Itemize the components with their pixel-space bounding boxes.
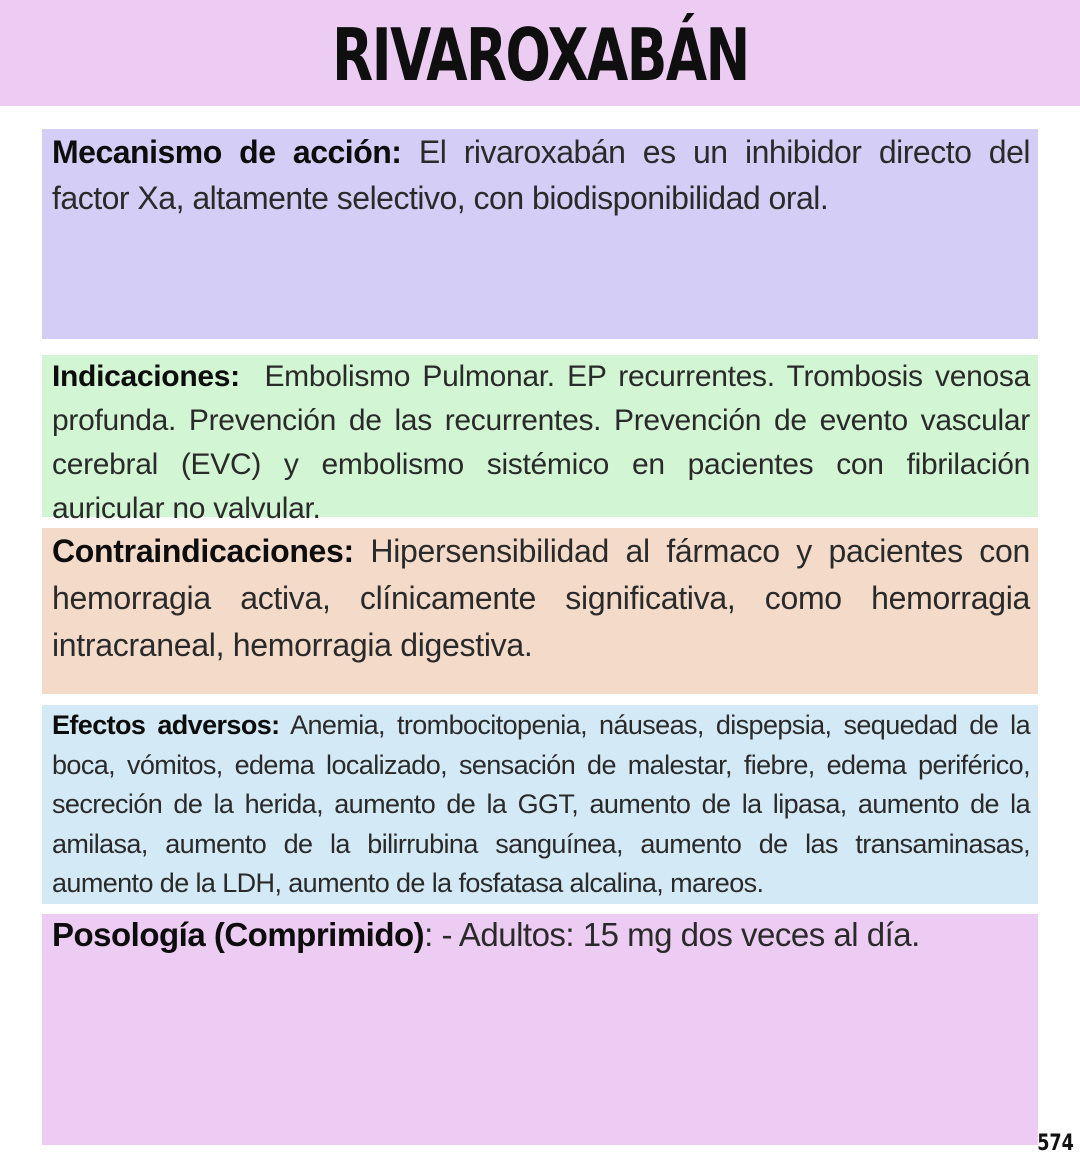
posologia-label: Posología (Comprimido) <box>52 916 425 953</box>
mecanismo-label: Mecanismo de acción: <box>52 134 402 170</box>
mecanismo-paragraph <box>52 129 1030 221</box>
efectos-label: Efectos adversos: <box>52 710 280 740</box>
posologia-paragraph <box>52 914 1030 956</box>
section-posologia <box>42 914 1038 1145</box>
section-contraindicaciones <box>42 528 1038 694</box>
posologia-text: : - Adultos: 15 mg dos veces al día. <box>424 916 920 953</box>
section-indicaciones <box>42 355 1038 525</box>
mecanismo-text: El rivaroxabán es un inhibidor directo del factor Xa, altamente selectivo, con biodisponibilidad oral. <box>52 134 1031 216</box>
indicaciones-text: Embolismo Pulmonar. EP recurrentes. Trombosis venosa profunda. Prevención de las recurrentes. Prevención de evento vascular cerebral (EVC) y embolismo sistémico en pacientes con fibrilación auricular no valvular. <box>52 360 1030 525</box>
page-number: 574 <box>1037 1131 1074 1156</box>
efectos-text: Anemia, trombocitopenia, náuseas, dispepsia, sequedad de la boca, vómitos, edema localizado, sensación de malestar, fiebre, edema periférico, secreción de la herida, aumento de la GGT, aumento de la lipasa, aumento de la amilasa, aumento de la bilirrubina sanguínea, aumento de las transaminasas, aumento de la LDH, aumento de la fosfatasa alcalina, mareos. <box>52 710 1030 898</box>
section-mecanismo <box>42 129 1038 339</box>
contraindicaciones-paragraph <box>52 528 1030 669</box>
contraindicaciones-text: Hipersensibilidad al fármaco y pacientes con hemorragia activa, clínicamente significativa, como hemorragia intracraneal, hemorragia digestiva. <box>52 533 1030 663</box>
section-efectos-adversos <box>42 705 1038 904</box>
indicaciones-label: Indicaciones: <box>52 360 240 393</box>
efectos-paragraph <box>52 706 1030 904</box>
contraindicaciones-label: Contraindicaciones: <box>52 533 354 569</box>
indicaciones-paragraph <box>52 355 1030 531</box>
page-title: RIVAROXABÁN <box>331 13 749 97</box>
title-bar <box>0 0 1080 106</box>
